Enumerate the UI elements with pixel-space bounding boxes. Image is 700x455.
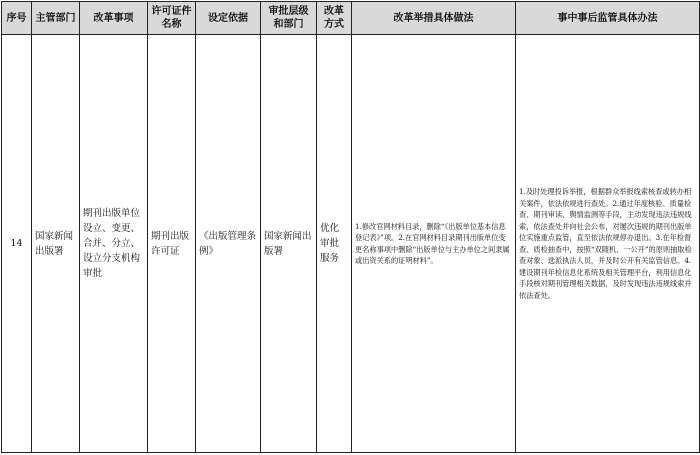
- table-row: [2, 35, 700, 453]
- cell-level: 国家新闻出版署: [261, 35, 317, 453]
- header-license-label: 许可证件名称: [151, 6, 192, 30]
- header-supervision-label: 事中事后监管具体办法: [557, 12, 658, 24]
- header-license: [148, 2, 196, 35]
- header-supervision: [516, 2, 700, 35]
- header-level: [261, 2, 317, 35]
- header-mode-label: 改革方式: [324, 6, 344, 30]
- cell-license: 期刊出版许可证: [148, 35, 196, 453]
- cell-department: 国家新闻出版署: [32, 35, 80, 453]
- cell-item: 期刊出版单位设立、变更、合并、分立、设立分支机构审批: [80, 35, 148, 453]
- header-measures: [352, 2, 516, 35]
- header-level-label: 审批层级和部门: [268, 6, 309, 30]
- header-item-label: 改革事项: [93, 12, 134, 24]
- header-measures-label: 改革举措具体做法: [393, 12, 474, 24]
- cell-index: 14: [2, 35, 32, 453]
- header-index: [2, 2, 32, 35]
- header-item: [80, 2, 148, 35]
- header-basis: [196, 2, 261, 35]
- reform-table: [1, 1, 700, 453]
- header-index-label: 序号: [6, 12, 27, 24]
- table-header-row: [2, 2, 700, 35]
- header-department: [32, 2, 80, 35]
- cell-mode: 优化审批服务: [317, 35, 352, 453]
- header-mode: [317, 2, 352, 35]
- header-department-label: 主管部门: [35, 12, 76, 24]
- cell-measures: 1.修改官网材料目录，删除“《出版单位基本信息登记表》”项。2.在官网材料目录期刊出版单位变更名称事项中删除“出版单位与主办单位之间隶属或出资关系的证明材料”。: [352, 35, 516, 453]
- header-basis-label: 设定依据: [208, 12, 248, 24]
- cell-supervision: 1.及时处理投诉举报，根据群众举报线索核查或转办相关案件，依法依规进行查处。2.通过年度核验、质量检查、期刊审读、舆情监测等手段，主动发现违法违规线索，依法查处并向社会公布，对屡次违规的期刊出版单位实施重点监管，直至依法依规停办退出。3.在年检督查、质检抽查中，按照“双随机、一公开”的原则抽取检查对象、选派执法人员，并及时公开有关监管信息。4.建设期刊年检信息化系统及相关管理平台，利用信息化手段核对期刊管理相关数据，及时发现违法违规线索并依法查处。: [516, 35, 700, 453]
- cell-basis: 《出版管理条例》: [196, 35, 261, 453]
